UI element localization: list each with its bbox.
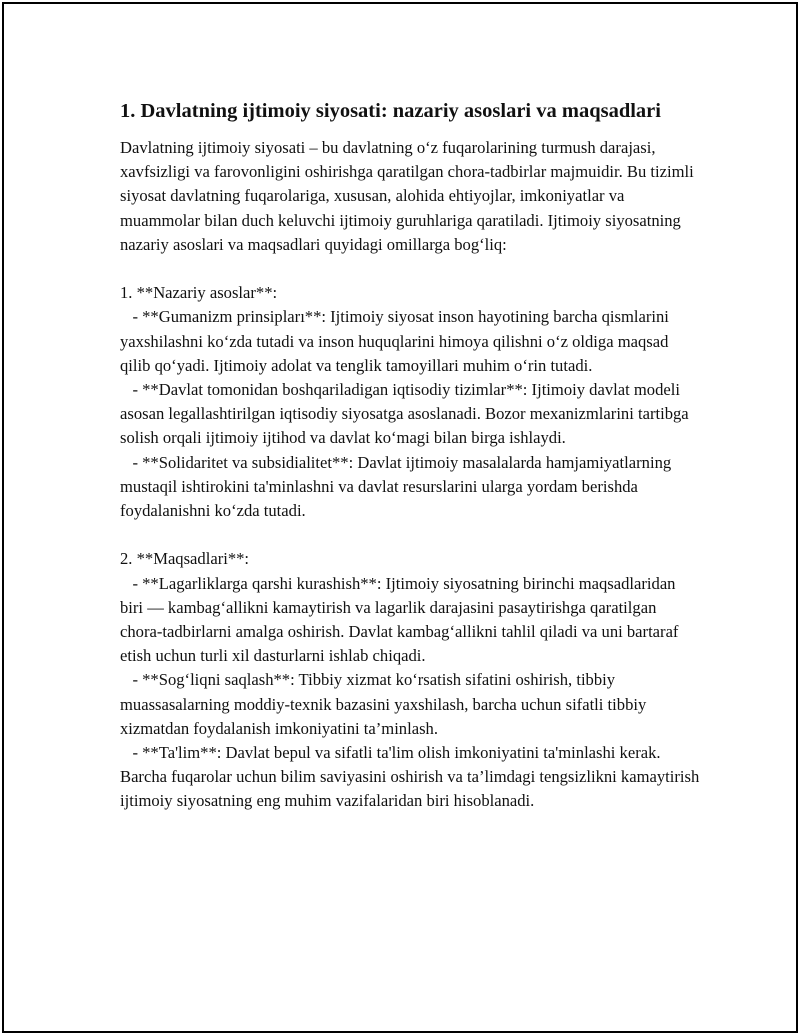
- document-title: 1. Davlatning ijtimoiy siyosati: nazariy asoslari va maqsadlari: [120, 100, 661, 122]
- section-heading: 1. **Nazariy asoslar**:: [120, 283, 278, 303]
- section-heading: 2. **Maqsadlari**:: [120, 549, 250, 569]
- list-item: [120, 741, 700, 814]
- list-item: [120, 451, 700, 524]
- section-theory: [120, 281, 700, 523]
- intro-paragraph: Davlatning ijtimoiy siyosati – bu davlatning o‘z fuqarolarining turmush darajasi, xavfsizligi va farovonligini oshirishga qaratilgan chora-tadbirlar majmuidir. Bu tizimli siyosat davlatning fuqarolariga, xususan, alohida ehtiyojlar, imkoniyatlar va muammolar bilan duch keluvchi ijtimoiy guruhlariga qaratiladi. Ijtimoiy siyosatning nazariy asoslari va maqsadlari quyidagi omillarga bog‘liq:: [120, 138, 694, 254]
- paragraph-spacer: [120, 257, 700, 281]
- list-item: [120, 572, 700, 669]
- document-page: [2, 2, 798, 1033]
- list-item-text: - **Sog‘liqni saqlash**: Tibbiy xizmat ko‘rsatish sifatini oshirish, tibbiy muassasalarning moddiy-texnik bazasini yaxshilash, barcha uchun sifatli tibbiy xizmatdan foydalanish imkoniyatini ta’minlash.: [120, 670, 647, 738]
- list-item: [120, 305, 700, 378]
- list-item-text: - **Gumanizm prinsipları**: Ijtimoiy siyosat inson hayotining barcha qismlarini yaxshilashni ko‘zda tutadi va inson huquqlarini himoya qilishni o‘z oldiga maqsad qilib qo‘yadi. Ijtimoiy adolat va tenglik tamoyillari muhim o‘rin tutadi.: [120, 307, 669, 375]
- list-item-text: - **Ta'lim**: Davlat bepul va sifatli ta'lim olish imkoniyatini ta'minlashi kerak. Barcha fuqarolar uchun bilim saviyasini oshirish va ta’limdagi tengsizlikni kamaytirish ijtimoiy siyosatning eng muhim vazifalaridan biri hisoblanadi.: [120, 743, 700, 811]
- section-goals: [120, 547, 700, 813]
- document-body: [120, 96, 700, 814]
- paragraph-spacer: [120, 523, 700, 547]
- list-item-text: - **Solidaritet va subsidialitet**: Davlat ijtimoiy masalalarda hamjamiyatlarning mustaqil ishtirokini ta'minlashni va davlat resurslarini ularga yordam berishda foydalanishni ko‘zda tutadi.: [120, 452, 672, 521]
- list-item: [120, 668, 700, 741]
- list-item-text: - **Davlat tomonidan boshqariladigan iqtisodiy tizimlar**: Ijtimoiy davlat modeli asosan legallashtirilgan iqtisodiy siyosatga asoslanadi. Bozor mexanizmlarini tartibga solish orqali ijtimoiy ijtihod va davlat ko‘magi bilan birga ishlaydi.: [120, 380, 689, 448]
- list-item-text: - **Lagarliklarga qarshi kurashish**: Ijtimoiy siyosatning birinchi maqsadlaridan biri — kambag‘allikni kamaytirish va lagarlik darajasini pasaytirishga qaratilgan chora-tadbirlarni amalga oshirish. Davlat kambag‘allikni tahlil qiladi va uni bartaraf etish uchun turli xil dasturlarni ishlab chiqadi.: [120, 573, 679, 666]
- list-item: [120, 378, 700, 451]
